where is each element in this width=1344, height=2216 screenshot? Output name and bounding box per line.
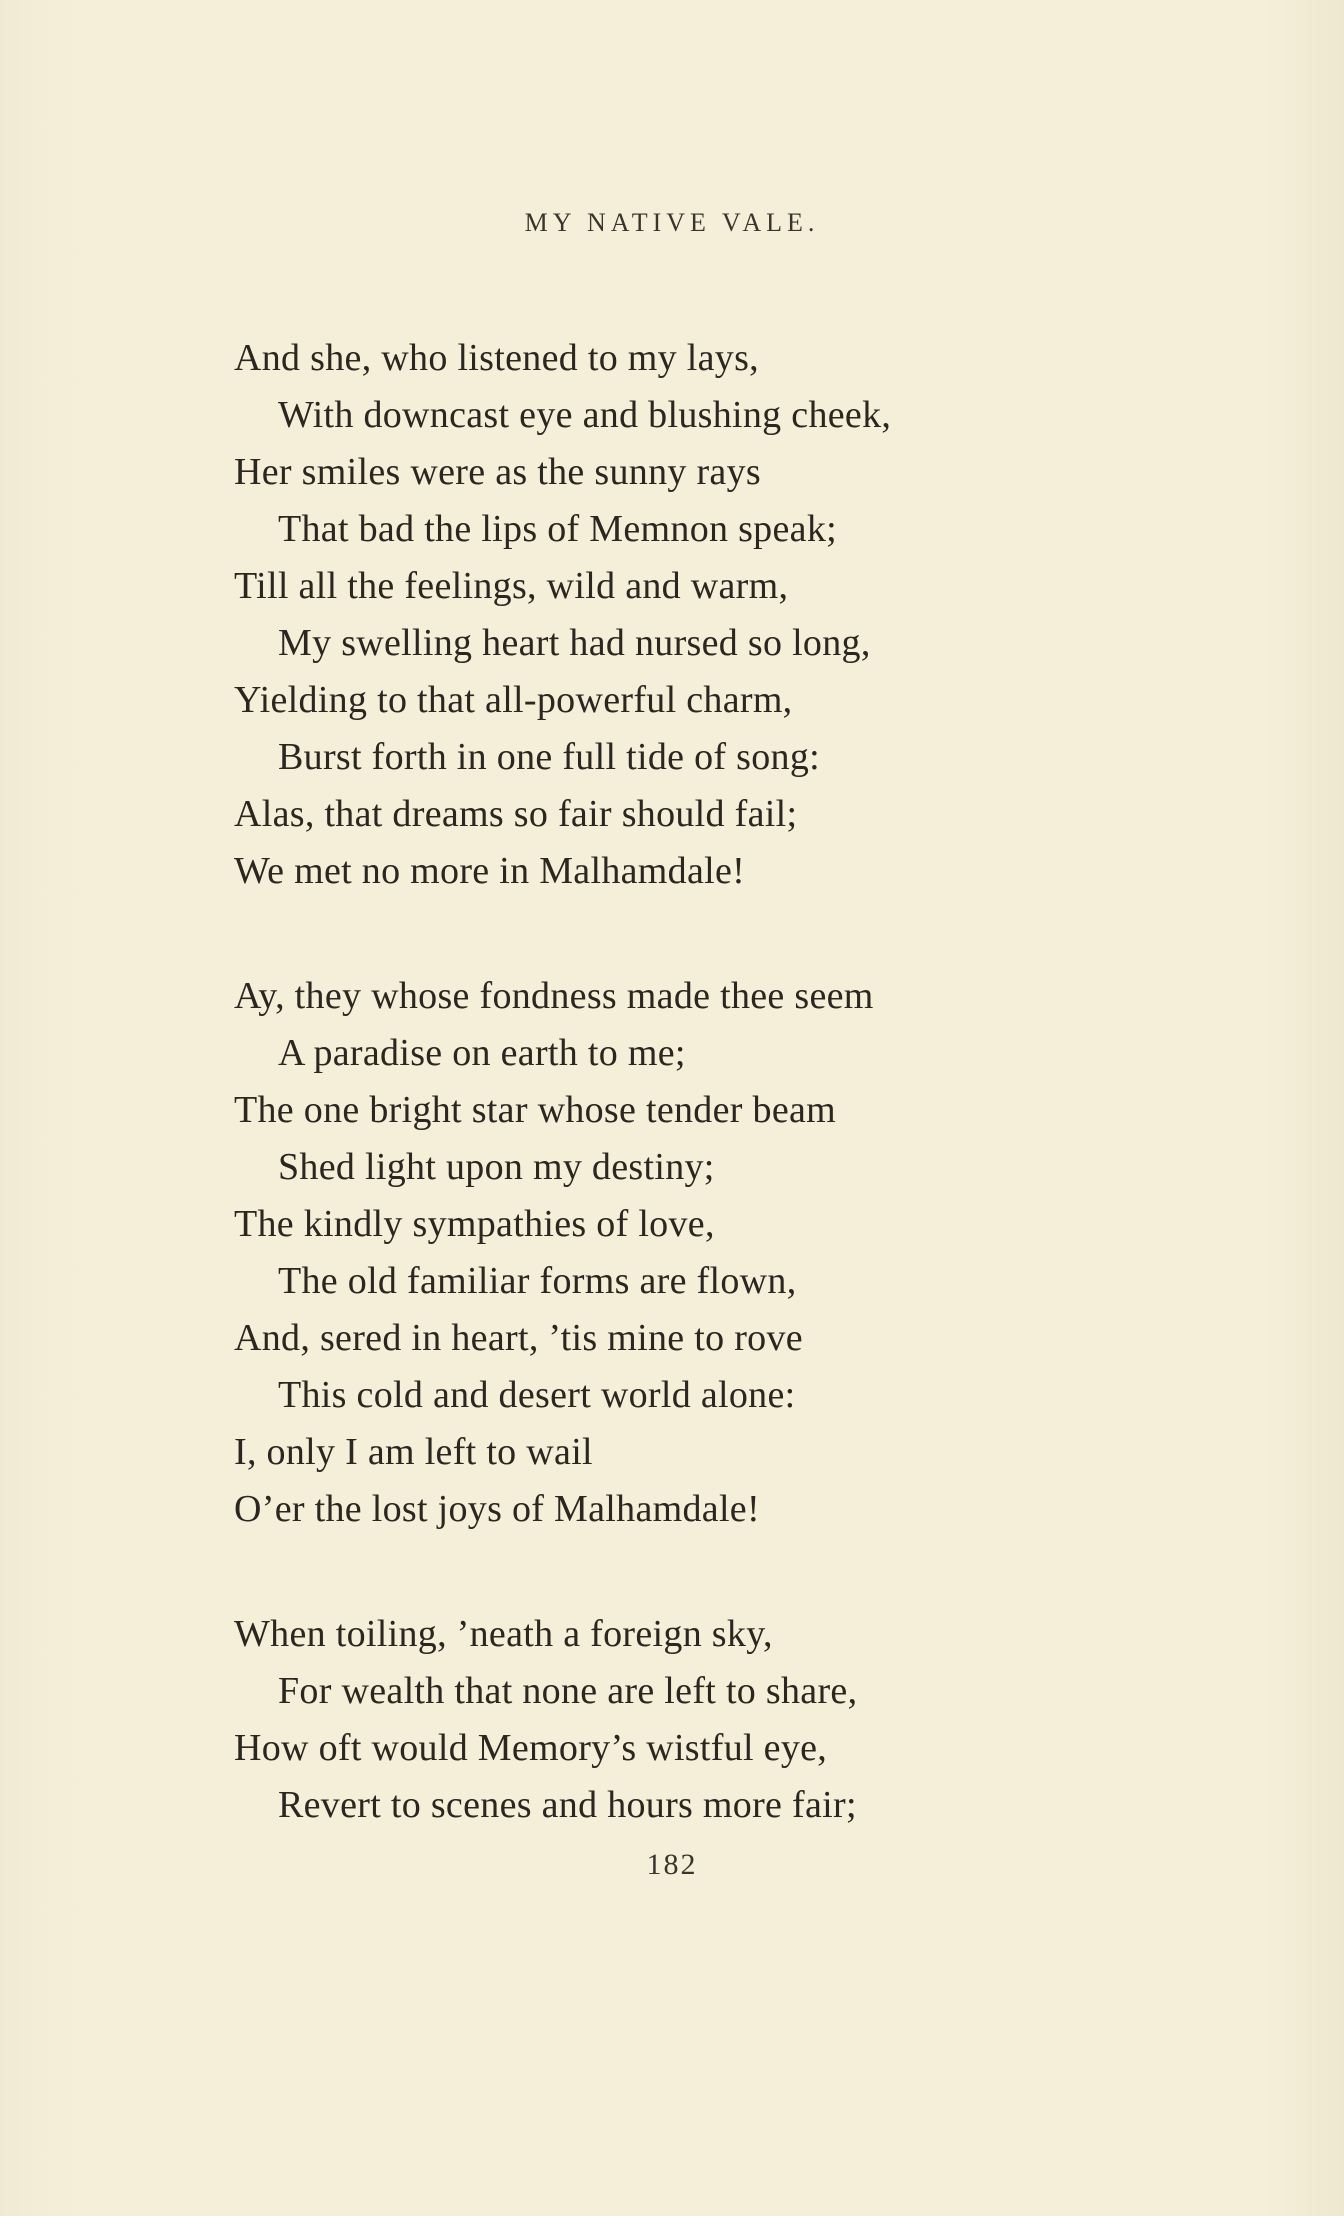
- poem-line: Revert to scenes and hours more fair;: [278, 1784, 857, 1826]
- poem-line: Her smiles were as the sunny rays: [234, 451, 761, 493]
- poem-line: When toiling, ’neath a foreign sky,: [234, 1613, 773, 1655]
- poem-line: I, only I am left to wail: [234, 1431, 593, 1473]
- poem-line: And she, who listened to my lays,: [234, 337, 759, 379]
- poem-line: This cold and desert world alone:: [278, 1374, 796, 1416]
- stanza: [234, 968, 1274, 1538]
- poem-line: Shed light upon my destiny;: [278, 1146, 715, 1188]
- poem-line: And, sered in heart, ’tis mine to rove: [234, 1317, 803, 1359]
- poem-line: The one bright star whose tender beam: [234, 1089, 837, 1131]
- poem-line: My swelling heart had nursed so long,: [278, 622, 871, 664]
- poem-line: The old familiar forms are flown,: [278, 1260, 797, 1302]
- poem-line: Burst forth in one full tide of song:: [278, 736, 820, 778]
- poem-line: With downcast eye and blushing cheek,: [278, 394, 892, 436]
- page-number: 182: [646, 1848, 698, 1881]
- poem-line: Yielding to that all-powerful charm,: [234, 679, 793, 721]
- poem-line: That bad the lips of Memnon speak;: [278, 508, 837, 550]
- poem-line: Alas, that dreams so fair should fail;: [234, 793, 798, 835]
- poem-line: A paradise on earth to me;: [278, 1032, 686, 1074]
- poem-line: The kindly sympathies of love,: [234, 1203, 715, 1245]
- poem-line: How oft would Memory’s wistful eye,: [234, 1727, 828, 1769]
- stanza: [234, 330, 1274, 900]
- running-title: MY NATIVE VALE.: [524, 208, 820, 237]
- stanza: [234, 1606, 1274, 1834]
- poem-line: We met no more in Malhamdale!: [234, 850, 746, 892]
- poem-line: Ay, they whose fondness made thee seem: [234, 975, 874, 1017]
- poem-line: Till all the feelings, wild and warm,: [234, 565, 789, 607]
- poem-line: For wealth that none are left to share,: [278, 1670, 858, 1712]
- poem-line: O’er the lost joys of Malhamdale!: [234, 1488, 760, 1530]
